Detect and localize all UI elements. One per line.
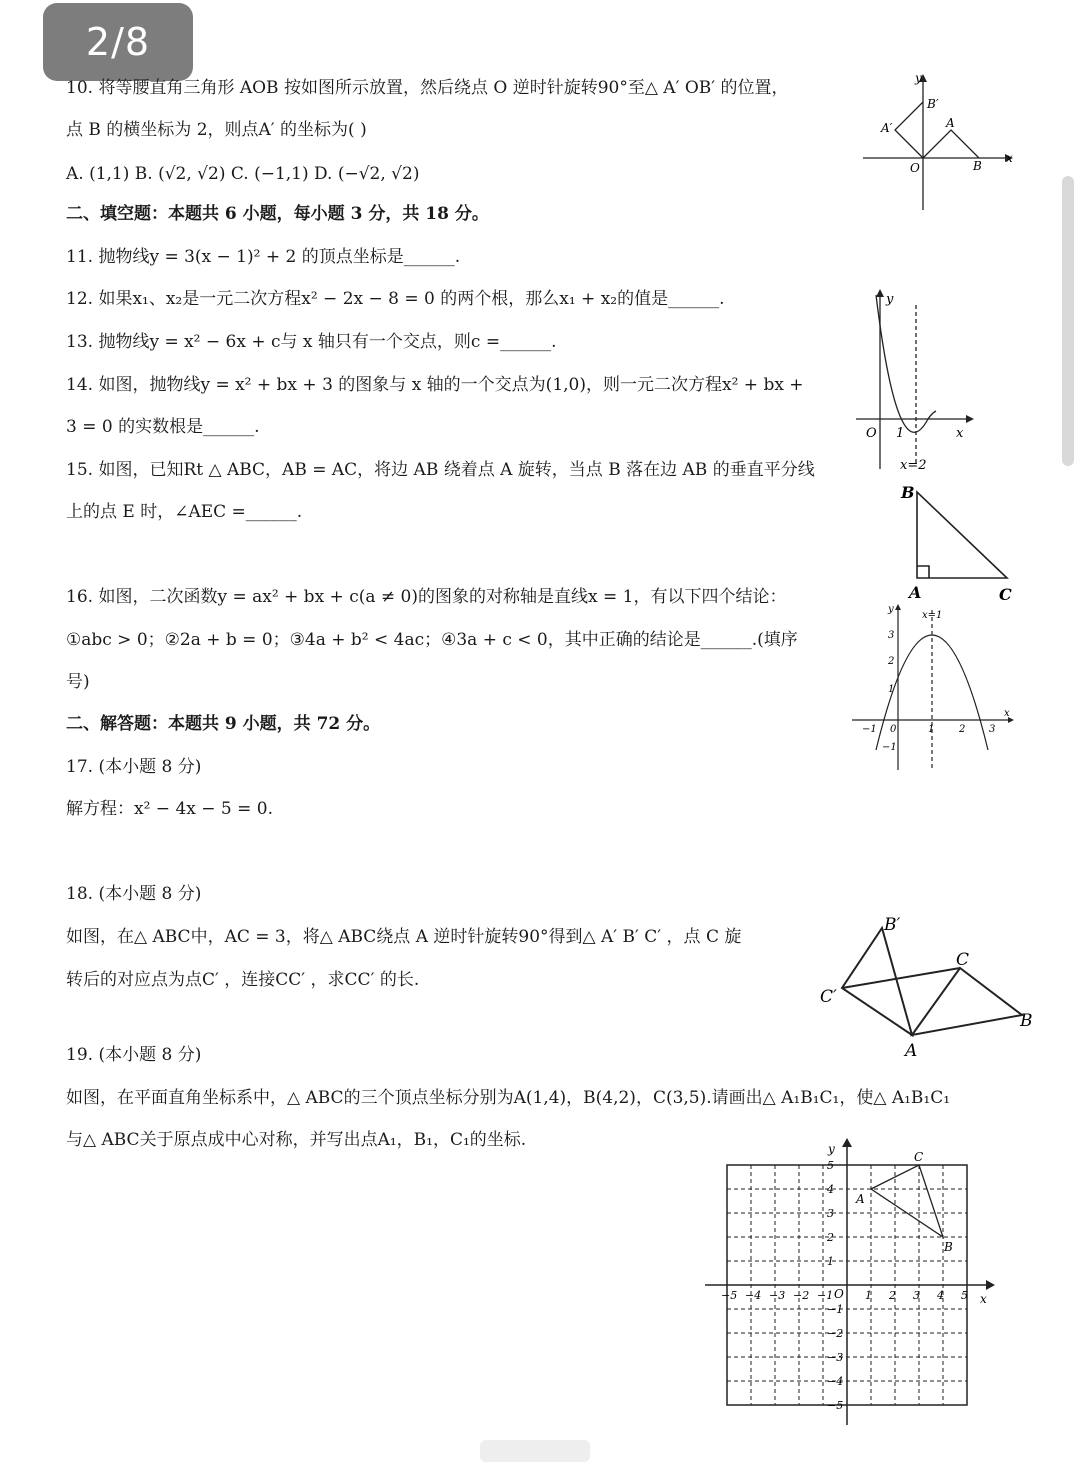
question-13: 13. 抛物线y = x² − 6x + c与 x 轴只有一个交点，则c =______. [66, 332, 557, 352]
f16-tick-y2: 2 [888, 656, 895, 667]
page-indicator: 2/8 [43, 3, 193, 81]
question-16-line-2: ①abc > 0；②2a + b = 0；③4a + b² < 4ac；④3a + c < 0，其中正确的结论是______.(填序 [66, 630, 798, 650]
f16-tick-x1: 1 [928, 724, 935, 735]
question-10-line-1: 10. 将等腰直角三角形 AOB 按如图所示放置，然后绕点 O 逆时针旋转90°至△ A′ OB′ 的位置， [66, 78, 789, 98]
section-answer-heading: 二、解答题：本题共 9 小题，共 72 分。 [66, 714, 381, 734]
f19-ytick: 2 [827, 1231, 834, 1244]
f16-tick-x3: 3 [989, 724, 996, 735]
f19-xtick: −5 [721, 1289, 738, 1302]
figure-q19-grid [700, 1135, 1000, 1430]
question-15-line-2: 上的点 E 时，∠AEC =______. [66, 502, 303, 522]
f10-label-b: B [973, 159, 982, 173]
f19-label-o: O [834, 1287, 844, 1301]
figure-q14-parabola [848, 285, 978, 475]
question-12: 12. 如果x₁、x₂是一元二次方程x² − 2x − 8 = 0 的两个根，那么x₁ + x₂的值是______. [66, 289, 725, 309]
f19-ytick: −2 [827, 1327, 844, 1340]
f15-label-c: C [999, 585, 1012, 604]
f16-label-origin: 0 [890, 724, 897, 735]
question-16-line-1: 16. 如图，二次函数y = ax² + bx + c(a ≠ 0)的图象的对称轴是直线x = 1，有以下四个结论： [66, 587, 787, 607]
question-18-line-2: 转后的对应点为点C′ ，连接CC′ ，求CC′ 的长. [66, 970, 420, 990]
f19-xtick: −2 [793, 1289, 810, 1302]
f19-ytick: 1 [827, 1255, 834, 1268]
question-19-line-1: 如图，在平面直角坐标系中，△ ABC的三个顶点坐标分别为A(1,4)，B(4,2)，C(3,5).请画出△ A₁B₁C₁，使△ A₁B₁C₁ [66, 1088, 951, 1108]
f19-xtick: −3 [769, 1289, 786, 1302]
question-10-line-2: 点 B 的横坐标为 2，则点A′ 的坐标为( ) [66, 120, 367, 140]
f16-tick-x2: 2 [959, 724, 966, 735]
question-14-line-2: 3 = 0 的实数根是______. [66, 417, 260, 437]
question-14-line-1: 14. 如图，抛物线y = x² + bx + 3 的图象与 x 轴的一个交点为(1,0)，则一元二次方程x² + bx + [66, 375, 804, 395]
f14-label-y: y [886, 292, 894, 307]
f19-ytick: 4 [827, 1183, 834, 1196]
f16-label-y: y [888, 604, 894, 615]
f15-label-a: A [909, 583, 922, 602]
question-18-header: 18. (本小题 8 分) [66, 884, 202, 904]
f10-label-a: A [946, 116, 955, 130]
f10-label-a-prime: A′ [881, 121, 893, 135]
f19-xtick: 4 [937, 1289, 944, 1302]
question-18-line-1: 如图，在△ ABC中，AC = 3，将△ ABC绕点 A 逆时针旋转90°得到△ A′ B′ C′ ，点 C 旋 [66, 927, 742, 947]
f19-ytick: −1 [827, 1303, 844, 1316]
f14-label-one: 1 [896, 426, 905, 441]
f19-ytick: −5 [827, 1399, 844, 1412]
f15-label-b: B [901, 483, 915, 502]
section-fill-blank-heading: 二、填空题：本题共 6 小题，每小题 3 分，共 18 分。 [66, 204, 489, 224]
question-11: 11. 抛物线y = 3(x − 1)² + 2 的顶点坐标是______. [66, 247, 461, 267]
f18-label-c-prime: C′ [820, 987, 837, 1007]
f16-label-axis: x=1 [922, 610, 943, 621]
f10-label-x: x [1006, 151, 1013, 165]
f18-label-b-prime: B′ [884, 915, 901, 935]
question-19-line-2: 与△ ABC关于原点成中心对称，并写出点A₁，B₁，C₁的坐标. [66, 1130, 527, 1150]
f14-label-x: x [956, 426, 964, 441]
f18-label-b: B [1020, 1011, 1033, 1031]
f18-label-a: A [905, 1041, 918, 1061]
f19-triangle-abc [871, 1165, 943, 1237]
figure-q15-triangle [895, 480, 1025, 605]
f19-xtick: 3 [913, 1289, 920, 1302]
f19-ytick: −4 [827, 1375, 844, 1388]
f19-label-c: C [914, 1150, 924, 1164]
question-17-body: 解方程：x² − 4x − 5 = 0. [66, 799, 273, 819]
watermark-blur [480, 1440, 590, 1462]
figure-q16-parabola [848, 600, 1018, 775]
f16-tick-y1: 1 [888, 684, 895, 695]
f19-ytick: 5 [827, 1159, 834, 1172]
f19-label-b: B [944, 1240, 953, 1254]
question-15-line-1: 15. 如图，已知Rt △ ABC，AB = AC，将边 AB 绕着点 A 旋转，当点 B 落在边 AB 的垂直平分线 [66, 460, 815, 480]
question-10-options: A. (1,1) B. (√2, √2) C. (−1,1) D. (−√2, √2) [66, 164, 420, 184]
figure-q10-rotation [855, 70, 1025, 220]
f16-label-x: x [1004, 708, 1010, 719]
f10-label-o: O [910, 161, 920, 175]
f19-xtick: 5 [961, 1289, 968, 1302]
f19-ytick: 3 [827, 1207, 834, 1220]
f19-xtick: −4 [745, 1289, 762, 1302]
f10-label-y: y [915, 71, 922, 85]
f10-label-b-prime: B′ [927, 97, 939, 111]
f19-xtick: 1 [865, 1289, 872, 1302]
scrollbar[interactable] [1062, 176, 1074, 466]
figure-q18-rotation [812, 910, 1042, 1065]
f16-tick-y3: 3 [888, 630, 895, 641]
f19-ytick: −3 [827, 1351, 844, 1364]
f14-label-o: O [866, 426, 877, 441]
f19-label-x: x [980, 1292, 987, 1306]
f19-xtick: −1 [817, 1289, 834, 1302]
f19-label-a: A [856, 1192, 865, 1206]
f16-tick-xm1: −1 [862, 724, 877, 735]
question-16-line-3: 号) [66, 672, 90, 692]
f16-tick-ym1: −1 [882, 742, 897, 753]
f19-label-y: y [828, 1142, 835, 1156]
question-17-header: 17. (本小题 8 分) [66, 757, 202, 777]
question-19-header: 19. (本小题 8 分) [66, 1045, 202, 1065]
f18-label-c: C [956, 950, 970, 970]
f14-label-axis: x=2 [900, 458, 927, 473]
f19-xtick: 2 [889, 1289, 896, 1302]
